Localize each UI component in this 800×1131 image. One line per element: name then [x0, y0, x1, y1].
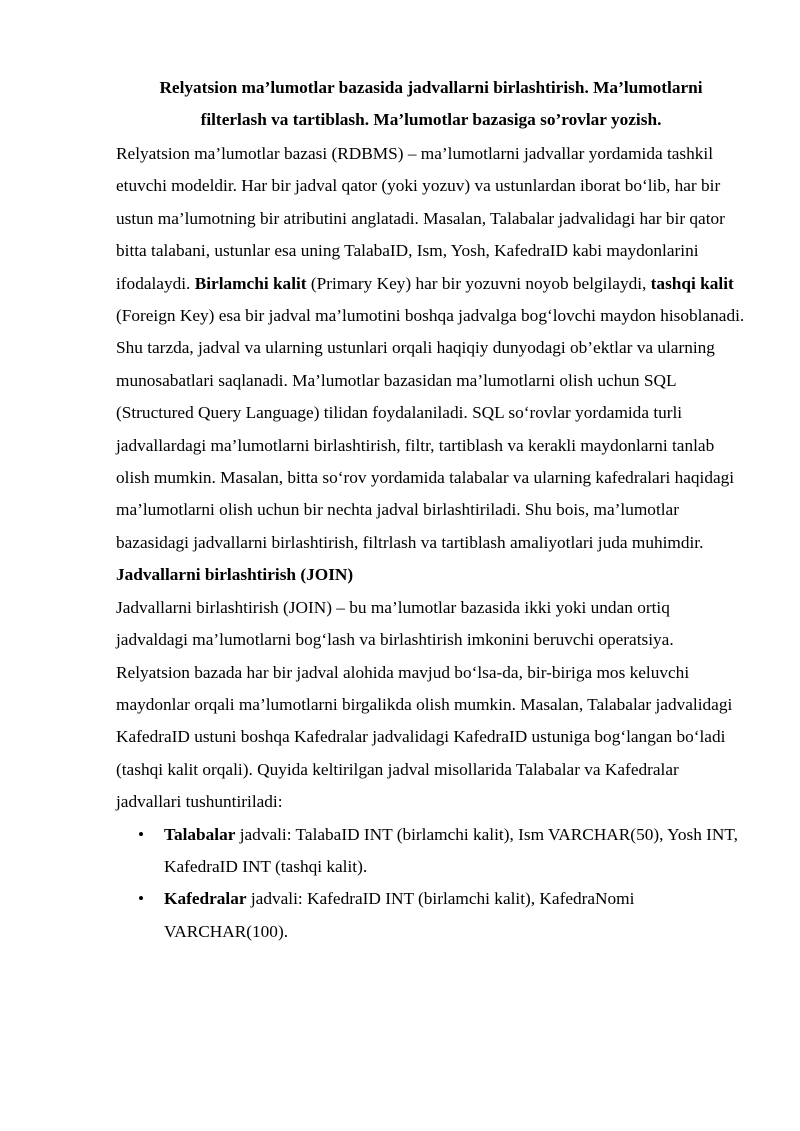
intro-text-3: (Foreign Key) esa bir jadval ma’lumotini boshqa jadvalga bog‘lovchi maydon hisoblanadi. Shu tarzda, jadval va ularning ustunlari orqali haqiqiy dunyodagi ob’ektlar va ularning munosabatlari saqlanadi. Ma’lumotlar bazasidan ma’lumotlarni olish uchun SQL (Structured Query Language) tilidan foydalaniladi. SQL so‘rovlar yordamida turli jadvallardagi ma’lumotlarni birlashtirish, filtr, tartiblash va kerakli maydonlarni tanlab olish mumkin. Masalan, bitta so‘rov yordamida talabalar va ularning kafedralari haqidagi ma’lumotlarni olish uchun bir nechta jadval birlashtiriladi. Shu bois, ma’lumotlar bazasidagi jadvallarni birlashtirish, filtrlash va tartiblash amaliyotlari juda muhimdir. — [116, 306, 745, 552]
join-paragraph: Jadvallarni birlashtirish (JOIN) – bu ma’lumotlar bazasida ikki yoki undan ortiq jadvaldagi ma’lumotlarni bog‘lash va birlashtirish imkonini beruvchi operatsiya. Relyatsion bazada har bir jadval alohida mavjud bo‘lsa-da, bir-biriga mos keluvchi maydonlar orqali ma’lumotlarni birgalikda olish mumkin. Masalan, Talabalar jadvalidagi KafedraID ustuni boshqa Kafedralar jadvalidagi KafedraID ustuniga bog‘langan bo‘ladi (tashqi kalit orqali). Quyida keltirilgan jadval misollarida Talabalar va Kafedralar jadvallari tushuntiriladi: — [116, 597, 733, 812]
foreign-key-term: tashqi kalit — [650, 273, 734, 293]
intro-paragraph — [116, 138, 746, 559]
table-name: Kafedralar — [164, 889, 247, 909]
table-name: Talabalar — [164, 824, 236, 844]
join-section-heading: Jadvallarni birlashtirish (JOIN) — [116, 565, 354, 585]
title-line-1: Relyatsion ma’lumotlar bazasida jadvallarni birlashtirish. Ma’lumotlarni — [159, 78, 703, 97]
table-description: jadvali: KafedraID INT (birlamchi kalit), KafedraNomi VARCHAR(100). — [164, 889, 635, 941]
list-item-kafedralar — [116, 883, 746, 948]
title-line-2: filterlash va tartiblash. Ma’lumotlar bazasiga so’rovlar yozish. — [200, 110, 662, 129]
bullet-marker: • — [138, 824, 145, 844]
document-page — [116, 72, 746, 948]
table-description: jadvali: TalabaID INT (birlamchi kalit), Ism VARCHAR(50), Yosh INT, KafedraID INT (tashqi kalit). — [164, 824, 739, 876]
document-title — [116, 72, 746, 136]
bullet-marker: • — [138, 889, 145, 909]
intro-text-2: (Primary Key) har bir yozuvni noyob belgilaydi, — [306, 273, 651, 293]
intro-text-1: Relyatsion ma’lumotlar bazasi (RDBMS) – ma’lumotlarni jadvallar yordamida tashkil etuvchi modeldir. Har bir jadval qator (yoki yozuv) va ustunlardan iborat bo‘lib, har bir ustun ma’lumotning bir atributini anglatadi. Masalan, Talabalar jadvalidagi har bir qator bitta talabani, ustunlar esa uning TalabaID, Ism, Yosh, KafedraID kabi maydonlarini ifodalaydi. — [116, 144, 725, 293]
table-definition-list — [116, 819, 746, 949]
primary-key-term: Birlamchi kalit — [194, 273, 307, 293]
list-item-talabalar — [116, 819, 746, 884]
